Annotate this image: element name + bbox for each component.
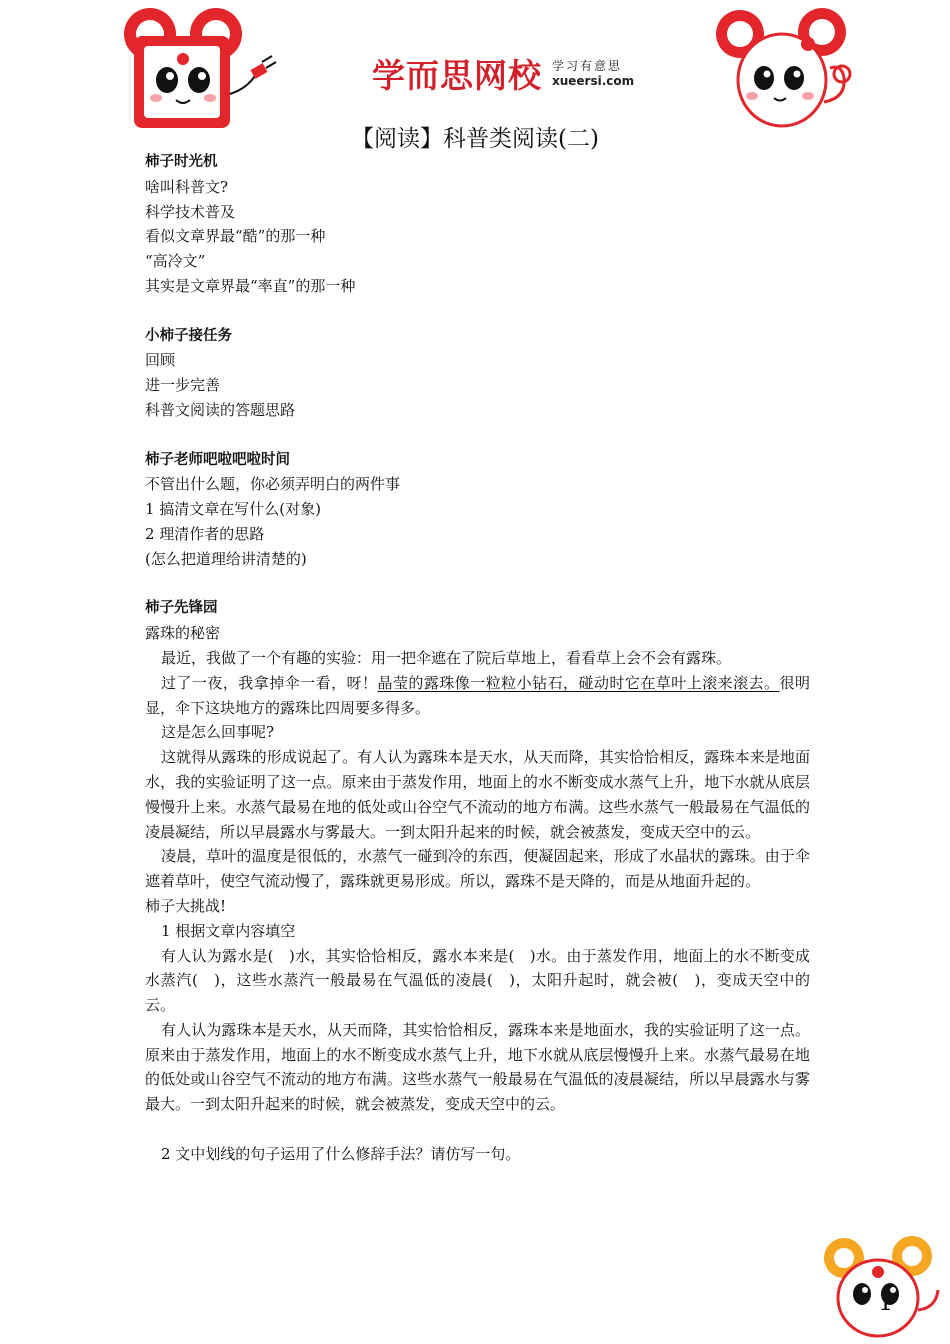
text-line: 1 搞清文章在写什么(对象)	[145, 500, 322, 519]
text-line: 啥叫科普文?	[145, 177, 229, 196]
question-1-fill-in-text: 有人认为露水是( )水，其实恰恰相反，露水本来是( )水。由于蒸发作用，地面上的水不断变成水蒸汽( )，这些水蒸汽一般最易在气温低的凌晨( )，太阳升起时，就会被( )，变成天空中的云。	[145, 946, 810, 1015]
paragraph-text: 很明显，伞下这块地方的露珠比四周要多得多。	[145, 673, 810, 717]
underlined-sentence: 晶莹的露珠像一粒粒小钻石，碰动时它在草叶上滚来滚去。	[377, 673, 780, 692]
article-paragraph-1: 最近，我做了一个有趣的实验：用一把伞遮在了院后草地上，看看草上会不会有露珠。	[161, 648, 732, 667]
section-heading-task: 小柿子接任务	[145, 327, 232, 344]
mascot-right-illustration	[712, 2, 862, 132]
section-heading-teacher-time: 柿子老师吧啦吧啦时间	[145, 451, 290, 468]
page-number: 1	[878, 1288, 894, 1316]
article-paragraph-5: 凌晨，草叶的温度是很低的，水蒸气一碰到冷的东西，便凝固起来，形成了水晶状的露珠。由于伞遮着草叶，使空气流动慢了，露珠就更易形成。所以，露珠不是天降的，而是从地面升起的。	[145, 847, 810, 891]
section-heading-time-machine: 柿子时光机	[145, 154, 218, 170]
challenge-heading: 柿子大挑战!	[145, 896, 227, 915]
text-line: 进一步完善	[145, 376, 221, 395]
article-paragraph-2	[145, 671, 810, 721]
text-line: (怎么把道理给讲清楚的)	[145, 549, 307, 568]
article-paragraph-4: 这就得从露珠的形成说起了。有人认为露珠本是天水，从天而降，其实恰恰相反，露珠本来是地面水，我的实验证明了这一点。原来由于蒸发作用，地面上的水不断变成水蒸气上升，地下水就从底层慢慢升上来。水蒸气最易在地的低处或山谷空气不流动的地方布满。这些水蒸气一般最易在气温低的凌晨凝结，所以早晨露水与雾最大。一到太阳升起来的时候，就会被蒸发，变成天空中的云。	[145, 748, 810, 841]
text-line: 科普文阅读的答题思路	[145, 400, 296, 419]
mascot-left-illustration	[112, 4, 282, 134]
question-1-title: 1 根据文章内容填空	[161, 921, 296, 940]
question-2-title: 2 文中划线的句子运用了什么修辞手法？请仿写一句。	[161, 1144, 521, 1163]
text-line: 2 理清作者的思路	[145, 524, 265, 543]
brand-name: 学而思网校	[372, 56, 542, 95]
text-line: 回顾	[145, 351, 176, 370]
text-line: 看似文章界最“酷”的那一种	[145, 227, 326, 246]
article-paragraph-3: 这是怎么回事呢?	[161, 723, 275, 742]
document-body	[145, 150, 810, 1167]
article-title: 露珠的秘密	[145, 624, 221, 643]
text-line: 其实是文章界最“率直”的那一种	[145, 276, 356, 295]
mascot-bottom-illustration	[818, 1232, 948, 1340]
section-heading-pioneer-garden: 柿子先锋园	[145, 600, 218, 617]
question-1-passage: 有人认为露珠本是天水，从天而降，其实恰恰相反，露珠本来是地面水，我的实验证明了这一点。原来由于蒸发作用，地面上的水不断变成水蒸气上升，地下水就从底层慢慢升上来。水蒸气最易在地的低处或山谷空气不流动的地方布满。这些水蒸气一般最易在气温低的凌晨凝结，所以早晨露水与雾最大。一到太阳升起来的时候，就会被蒸发，变成天空中的云。	[145, 1020, 810, 1114]
text-line: 不管出什么题，你必须弄明白的两件事	[145, 475, 401, 494]
text-line: 科学技术普及	[145, 202, 236, 221]
document-title: 【阅读】科普类阅读(二)	[351, 126, 599, 152]
paragraph-text: 过了一夜，我拿掉伞一看，呀！	[161, 673, 378, 692]
text-line: “高冷文”	[145, 252, 206, 271]
brand-slogan: 学习有意思	[552, 59, 623, 73]
brand-url: xueersi.com	[552, 74, 635, 88]
